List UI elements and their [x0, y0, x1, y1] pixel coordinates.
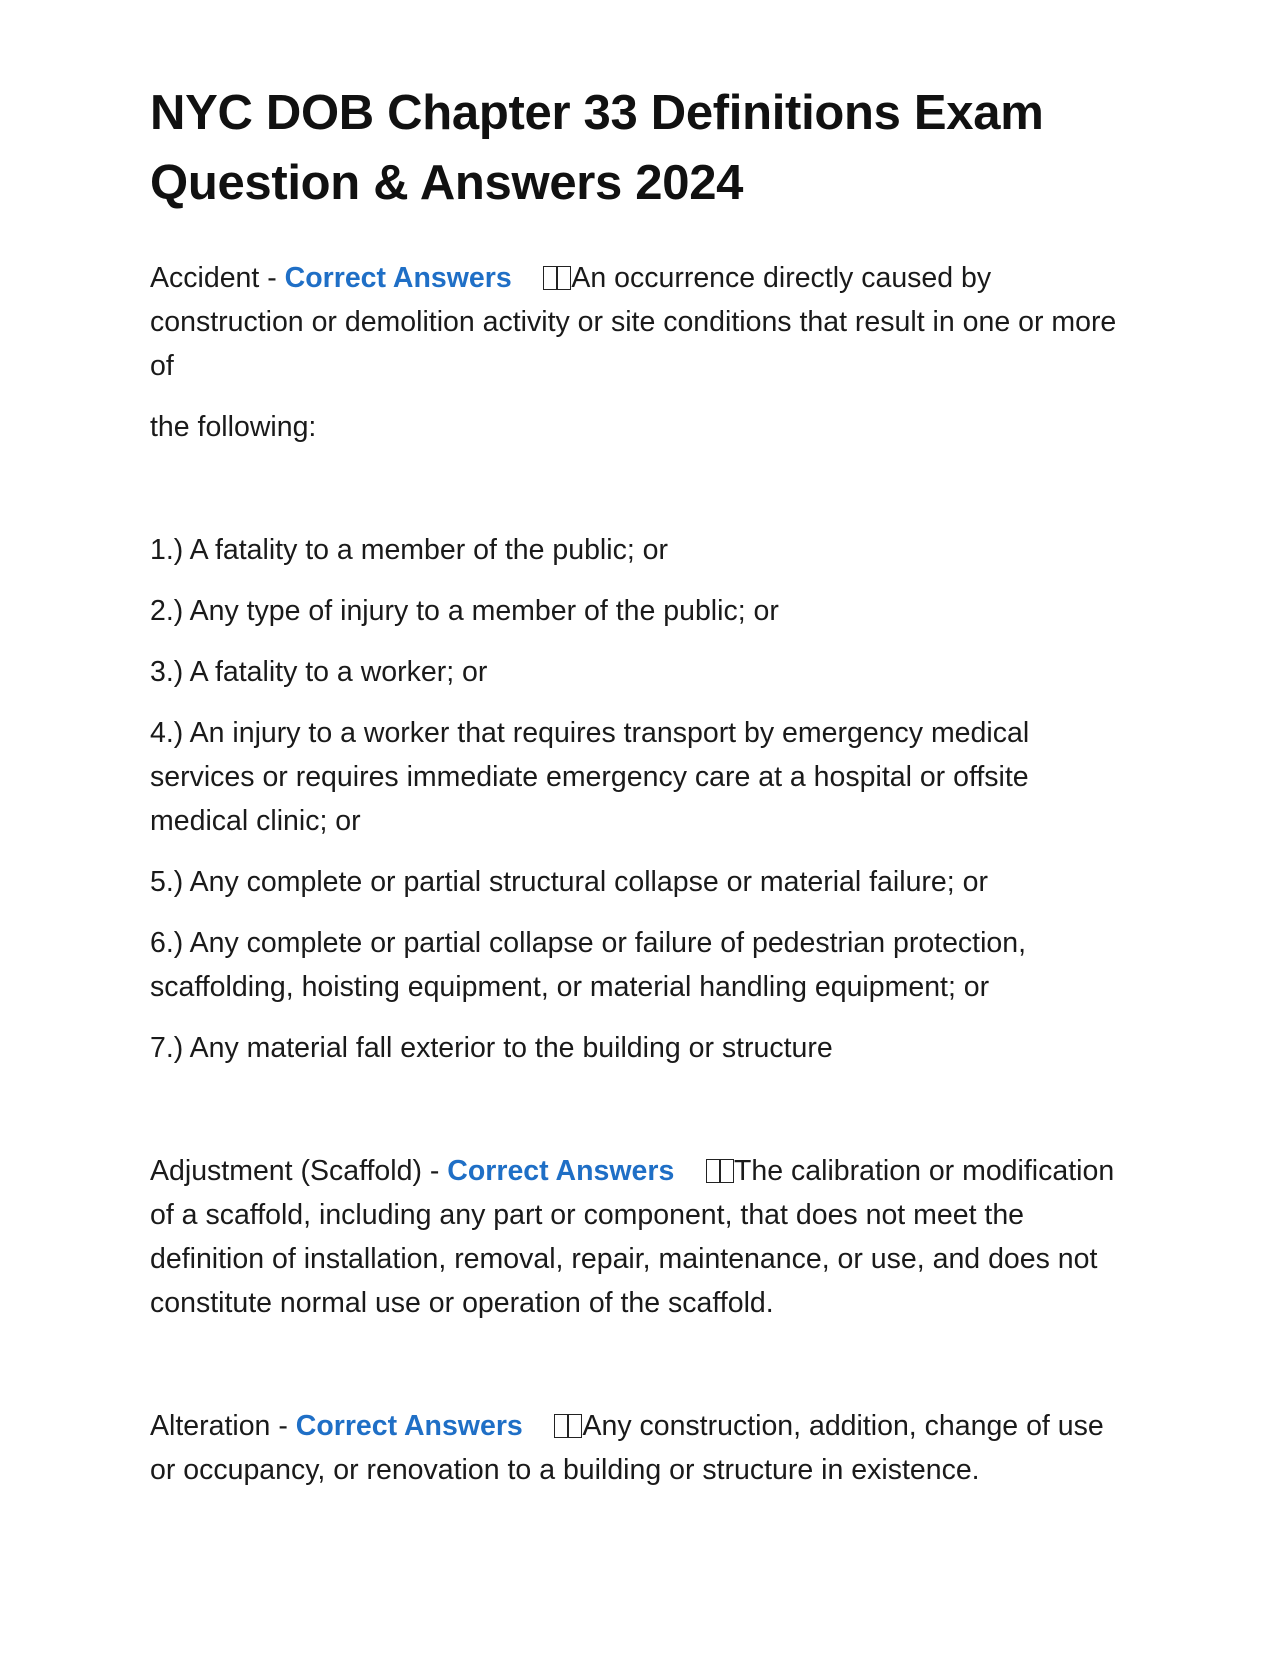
definition-text: The calibration or modification of a scaffold, including any part or component, that does not meet the definition of installation, removal, repair, maintenance, or use, and does not constitute normal use or operation of the scaffold.	[150, 1155, 1115, 1319]
list-item: 2.) Any type of injury to a member of the public; or	[150, 595, 779, 627]
missing-glyph-icon	[720, 1159, 734, 1183]
missing-glyph-icon	[706, 1159, 720, 1183]
missing-glyph-icon	[543, 266, 557, 290]
correct-answers-label: Correct Answers	[447, 1155, 675, 1187]
page-title	[150, 78, 1130, 218]
spacer	[150, 1325, 1130, 1387]
spacer	[150, 449, 1130, 511]
list-item: 1.) A fatality to a member of the public; or	[150, 534, 669, 566]
definition-text: An occurrence directly caused by construction or demolition activity or site conditions that result in one or more of	[150, 262, 1117, 382]
spacer	[150, 1070, 1130, 1132]
correct-answers-label: Correct Answers	[284, 262, 512, 294]
list-item: 7.) Any material fall exterior to the building or structure	[150, 1032, 833, 1064]
list-item: 6.) Any complete or partial collapse or failure of pedestrian protection, scaffolding, hoisting equipment, or material handling equipment; or	[150, 927, 1027, 1003]
definition-text: Any construction, addition, change of use or occupancy, or renovation to a building or structure in existence.	[150, 1410, 1104, 1486]
list-item: 5.) Any complete or partial structural collapse or material failure; or	[150, 866, 988, 898]
missing-glyph-icon	[554, 1414, 568, 1438]
missing-glyph-icon	[568, 1414, 582, 1438]
list-item: 3.) A fatality to a worker; or	[150, 656, 488, 688]
missing-glyph-icon	[557, 266, 571, 290]
term-label: Adjustment (Scaffold) -	[150, 1155, 448, 1187]
title-line-1: NYC DOB Chapter 33 Definitions Exam	[150, 86, 1044, 140]
definition-entry-alteration	[150, 1404, 1130, 1492]
term-label: Alteration -	[150, 1410, 296, 1442]
title-line-2: Question & Answers 2024	[150, 156, 744, 210]
list-item: 4.) An injury to a worker that requires transport by emergency medical services or requires immediate emergency care at a hospital or offsite medical clinic; or	[150, 717, 1030, 837]
definition-continuation: the following:	[150, 411, 317, 443]
definition-entry-adjustment	[150, 1149, 1130, 1325]
term-label: Accident -	[150, 262, 285, 294]
spacer	[150, 218, 1130, 256]
correct-answers-label: Correct Answers	[295, 1410, 523, 1442]
definition-entry-accident	[150, 256, 1130, 388]
